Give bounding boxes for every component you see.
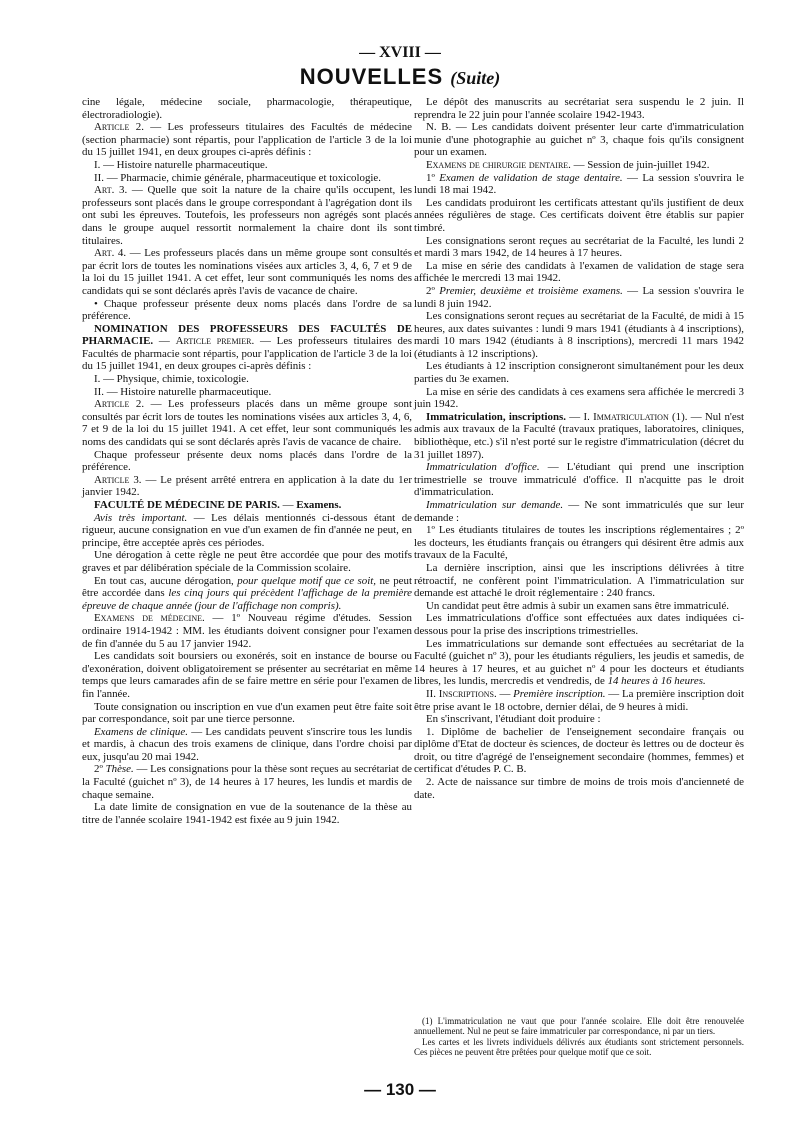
paragraph bbox=[414, 310, 744, 360]
paragraph bbox=[414, 386, 744, 411]
text-run: — Session de juin-juillet 1942. bbox=[570, 158, 710, 171]
text-run: — Les consignations pour la thèse sont reçues au secrétariat de la Faculté (guichet nº 3), de 14 heures à 17 heures, les lundis et mardis de chaque semaine. bbox=[82, 763, 412, 801]
paragraph bbox=[414, 197, 744, 235]
left-column bbox=[82, 96, 412, 826]
right-column bbox=[414, 96, 744, 801]
paragraph bbox=[414, 524, 744, 562]
text-run: Avis très important. bbox=[94, 511, 188, 524]
text-run: La mise en série des candidats à ces examens sera affichée le mercredi 3 juin 1942. bbox=[414, 385, 744, 411]
paragraph bbox=[414, 285, 744, 310]
text-run: Thèse. bbox=[105, 763, 134, 776]
paragraph bbox=[414, 172, 744, 197]
footnote: Les cartes et les livrets individuels délivrés aux étudiants sont strictement personnels. Ces pièces ne peuvent être prêtées pour quelque motif que ce soit. bbox=[414, 1036, 744, 1058]
text-run: Art. 3. bbox=[94, 184, 128, 197]
text-run: (1). — Nul n'est admis aux travaux de la Faculté (travaux pratiques, laboratoires, cliniques, bibliothèque, etc.) s'il n'est porté sur le registre d'immatriculation (décret du 31 juillet 1897). bbox=[414, 410, 744, 461]
text-run: 2º bbox=[94, 763, 106, 776]
text-run: NOMINATION DES PROFESSEURS DES FACULTÉS DE PHARMACIE. bbox=[82, 322, 412, 348]
text-run: Article 2. bbox=[94, 121, 144, 134]
paragraph bbox=[414, 726, 744, 776]
paragraph bbox=[82, 159, 412, 172]
paragraph bbox=[82, 549, 412, 574]
text-run: cine légale, médecine sociale, pharmacologie, thérapeutique, électroradiologie). bbox=[82, 96, 412, 121]
text-run: 2. Acte de naissance sur timbre de moins de trois mois d'ancienneté de date. bbox=[414, 776, 744, 801]
text-run: Examens de chirurgie dentaire. bbox=[426, 158, 571, 171]
text-run: Immatriculation sur demande. bbox=[426, 499, 564, 511]
text-run: — La session s'ouvrira le lundi 18 mai 1942. bbox=[414, 171, 744, 197]
paragraph bbox=[414, 612, 744, 637]
text-run: Examen de validation de stage dentaire. bbox=[439, 171, 623, 184]
text-run: — Les candidats peuvent s'inscrire tous les lundis et mardis, à chacun des trois examens de clinique, dans l'ordre choisi par eux, jusqu'au 20 mai 1942. bbox=[82, 725, 413, 763]
paragraph bbox=[82, 386, 412, 399]
text-run: • Chaque professeur présente deux noms placés dans l'ordre de sa préférence. bbox=[82, 297, 412, 323]
text-run: Immatriculation d'office. bbox=[426, 461, 540, 474]
paragraph bbox=[82, 575, 412, 613]
text-run: I. — Histoire naturelle pharmaceutique. bbox=[94, 158, 268, 171]
paragraph bbox=[82, 763, 412, 801]
footnotes bbox=[414, 1016, 744, 1058]
paragraph bbox=[82, 121, 412, 159]
text-run: — Les professeurs placés dans un même groupe sont consultés par écrit lors de toutes les nominations visées aux articles 3, 4, 6, 7 et 9 de la loi du 15 juillet 1941. A cet effet, leur sont communiqués les noms des candidats qui se sont déclarés après l'avis de vacance de chaire. bbox=[82, 398, 412, 449]
text-run: Inscriptions. bbox=[438, 687, 497, 700]
text-run: II. bbox=[426, 687, 439, 700]
text-run: les cinq jours qui précèdent l'affichage de la première épreuve de chaque année (jour de l'affichage non compris). bbox=[82, 587, 412, 612]
text-run: ne peut être accordée dans bbox=[82, 574, 412, 600]
paragraph bbox=[82, 801, 412, 826]
page-number: — 130 — bbox=[364, 1080, 436, 1099]
paragraph bbox=[414, 638, 744, 688]
text-run: Immatriculation, inscriptions. bbox=[426, 410, 567, 423]
paragraph bbox=[82, 612, 412, 650]
paragraph bbox=[414, 96, 744, 121]
text-run: En s'inscrivant, l'étudiant doit produire : bbox=[426, 713, 601, 726]
text-run: 14 heures à 16 heures. bbox=[607, 675, 706, 688]
text-run: Les consignations seront reçues au secrétariat de la Faculté, les lundi 2 et mardi 3 mars 1942, de 14 heures à 17 heures. bbox=[414, 234, 744, 260]
paragraph bbox=[82, 247, 412, 297]
paragraph bbox=[82, 398, 412, 448]
paragraph bbox=[82, 474, 412, 499]
paragraph bbox=[414, 562, 744, 600]
text-run: — Ne sont immatriculés que sur leur demande : bbox=[414, 499, 744, 524]
text-run: — La première inscription doit être prise avant le 18 octobre, dernier délai, de 9 heures à midi. bbox=[414, 687, 744, 713]
text-run: — Les professeurs placés dans un même groupe sont consultés par écrit lors de toutes les nominations visées aux articles 3, 4, 6, 7 et 9 de la loi du 15 juillet 1941. A cet effet, leur sont communiqués les noms des candidats qui se sont déclarés après l'avis de vacance de chaire. bbox=[82, 247, 412, 297]
text-run: Article premier. bbox=[175, 335, 255, 348]
section-heading bbox=[0, 64, 800, 90]
paragraph bbox=[82, 96, 412, 121]
text-run: Premier, deuxième et troisième examens. bbox=[439, 284, 623, 297]
text-run: — La session s'ouvrira le lundi 8 juin 1942. bbox=[414, 284, 745, 310]
paragraph bbox=[414, 688, 744, 713]
text-run: Les immatriculations d'office sont effectuées aux dates indiquées ci-dessous pour la prise des inscriptions trimestrielles. bbox=[414, 612, 744, 637]
roman-folio: — XVIII — bbox=[359, 44, 441, 61]
paragraph bbox=[82, 726, 412, 764]
text-run: — bbox=[279, 499, 297, 511]
text-run: — bbox=[153, 335, 176, 348]
text-run: Le dépôt des manuscrits au secrétariat sera suspendu le 2 juin. Il reprendra le 22 juin pour l'année scolaire 1942-1943. bbox=[414, 96, 744, 121]
text-run: Examens. bbox=[296, 499, 342, 511]
text-run: II. — Pharmacie, chimie générale, pharmaceutique et toxicologie. bbox=[94, 171, 381, 184]
text-run: Article 3. bbox=[94, 473, 142, 486]
paragraph bbox=[82, 323, 412, 373]
paragraph bbox=[414, 121, 744, 159]
text-run: — 1º Nouveau régime d'études. Session ordinaire 1914-1942 : MM. les étudiants doivent consigner pour l'examen de fin d'année du 5 au 17 janvier 1942. bbox=[82, 612, 412, 650]
paragraph bbox=[82, 499, 412, 512]
text-run: Immatriculation bbox=[593, 410, 669, 423]
paragraph bbox=[82, 373, 412, 386]
paragraph bbox=[414, 600, 744, 613]
text-run: Les immatriculations sur demande sont effectuées au secrétariat de la Faculté (guichet nº 3), pour les étudiants réguliers, les jeudis et samedis, de 14 heures à 17 heures, et au guichet nº 4 pour les docteurs et étudiants libres, les lundis, mercredis et vendredis, de bbox=[414, 637, 744, 688]
text-run: Première inscription. bbox=[513, 687, 606, 700]
paragraph bbox=[82, 184, 412, 247]
text-run: II. — Histoire naturelle pharmaceutique. bbox=[94, 385, 272, 398]
paragraph bbox=[82, 701, 412, 726]
text-run: 1º Les étudiants titulaires de toutes les inscriptions réglementaires ; 2º les docteurs, les étudiants français ou étrangers qui désirent être admis aux travaux de la Faculté, bbox=[414, 524, 744, 562]
paragraph bbox=[414, 235, 744, 260]
text-run: Article 2. bbox=[94, 398, 145, 411]
paragraph bbox=[414, 713, 744, 726]
text-run: Toute consignation ou inscription en vue d'un examen peut être faite soit par correspondance, soit par une tierce personne. bbox=[82, 700, 412, 726]
paragraph bbox=[82, 650, 412, 700]
text-run: — Les professeurs titulaires des Facultés de médecine (section pharmacie) sont répartis, pour l'application de l'article 3 de la loi du 15 juillet 1941, en deux groupes ci-après définis : bbox=[82, 121, 412, 159]
paragraph bbox=[414, 159, 744, 172]
paragraph bbox=[82, 449, 412, 474]
text-run: La dernière inscription, ainsi que les inscriptions délivrées à titre rétroactif, ne confèrent point l'immatriculation. A l'immatriculation sur demande est attaché le droit réglementaire : 240 francs. bbox=[414, 561, 744, 600]
text-run: Une dérogation à cette règle ne peut être accordée que pour des motifs graves et par délibération spéciale de la Commission scolaire. bbox=[82, 549, 412, 574]
paragraph bbox=[414, 360, 744, 385]
paragraph bbox=[414, 461, 744, 499]
text-run: Les candidats produiront les certificats attestant qu'ils justifient de deux années régulières de stage. Ces certificats doivent être établis sur papier timbré. bbox=[414, 196, 744, 234]
text-run: — Quelle que soit la nature de la chaire qu'ils occupent, les professeurs sont placés dans le groupe correspondant à l'agrégation dont ils ont subi les épreuves. Toutefois, les professeurs non agrégés sont placés dans le groupe auquel ressortit normalement la chaire dont ils sont titulaires. bbox=[82, 184, 412, 247]
paragraph bbox=[82, 172, 412, 185]
paragraph bbox=[82, 298, 412, 323]
text-run: 2º bbox=[426, 284, 440, 297]
text-run: La mise en série des candidats à l'examen de validation de stage sera affichée le mercredi 13 mai 1942. bbox=[414, 259, 744, 285]
paragraph bbox=[414, 260, 744, 285]
text-run: Examens de médecine. bbox=[94, 612, 205, 625]
text-run: — L'étudiant qui prend une inscription trimestrielle se trouve immatriculé d'office. Il n'acquitte pas le droit d'immatriculation. bbox=[414, 461, 744, 499]
section-suite: (Suite) bbox=[450, 68, 501, 88]
text-run: En tout cas, aucune dérogation, bbox=[94, 574, 238, 587]
paragraph bbox=[414, 411, 744, 461]
text-run: FACULTÉ DE MÉDECINE DE PARIS. bbox=[94, 499, 280, 511]
text-run: 1º bbox=[426, 171, 440, 184]
footnote: (1) L'immatriculation ne vaut que pour l'année scolaire. Elle doit être renouvelée annuellement. Nul ne peut se faire immatriculer par correspondance, ni par un tiers. bbox=[414, 1016, 744, 1037]
paragraph bbox=[414, 499, 744, 524]
paragraph bbox=[82, 512, 412, 550]
text-run: Chaque professeur présente deux noms placés dans l'ordre de la préférence. bbox=[82, 448, 412, 474]
text-run: — Le présent arrêté entrera en application à la date du 1er janvier 1942. bbox=[82, 473, 412, 499]
text-run: — I. bbox=[566, 410, 594, 423]
text-run: Examens de clinique. bbox=[94, 725, 188, 738]
text-run: N. B. — Les candidats doivent présenter leur carte d'immatriculation munie d'une photographie au guichet nº 3, chaque fois qu'ils consignent pour un examen. bbox=[414, 121, 744, 159]
paragraph bbox=[414, 776, 744, 801]
text-run: Les étudiants à 12 inscription consigneront simultanément pour les deux parties du 3e examen. bbox=[414, 360, 744, 386]
text-run: La date limite de consignation en vue de la soutenance de la thèse au titre de l'année scolaire 1941-1942 est fixée au 9 juin 1942. bbox=[82, 801, 412, 826]
text-run: — Les délais mentionnés ci-dessous étant de rigueur, aucune consignation en vue d'un examen de fin d'année ne peut, en principe, être acceptée après ces périodes. bbox=[82, 511, 412, 549]
text-run: 1. Diplôme de bachelier de l'enseignement secondaire français ou diplôme d'Etat de docteur ès sciences, de docteur ès lettres ou de docteur ès droit, ou titre d'agrégé de l'enseignement secondaire (hommes, femmes) et certificat d'études P. C. B. bbox=[414, 725, 744, 776]
text-run: I. — Physique, chimie, toxicologie. bbox=[94, 373, 249, 386]
text-run: Un candidat peut être admis à subir un examen sans être immatriculé. bbox=[426, 599, 730, 612]
text-run: — bbox=[496, 687, 514, 700]
text-run: — Les professeurs titulaires des Facultés de pharmacie sont répartis, pour l'application de l'article 3 de la loi du 15 juillet 1941, en deux groupes ci-après définis : bbox=[82, 335, 413, 373]
text-run: pour quelque motif que ce soit, bbox=[237, 574, 376, 587]
text-run: Les consignations seront reçues au secrétariat de la Faculté, de midi à 15 heures, aux dates suivantes : lundi 9 mars 1941 (étudiants à 4 inscriptions), mardi 10 mars 1942 (étudiants à 8 inscriptions), mercredi 11 mars 1942 (étudiants à 12 inscriptions). bbox=[414, 310, 744, 360]
text-run: Les candidats soit boursiers ou exonérés, soit en instance de bourse ou d'exonération, doivent obligatoirement se présenter au secrétariat en même temps que leurs camarades afin de se faire mettre en série pour l'examen de fin l'année. bbox=[82, 650, 412, 700]
section-title: NOUVELLES bbox=[299, 64, 444, 89]
text-run: Art. 4. bbox=[94, 247, 127, 260]
